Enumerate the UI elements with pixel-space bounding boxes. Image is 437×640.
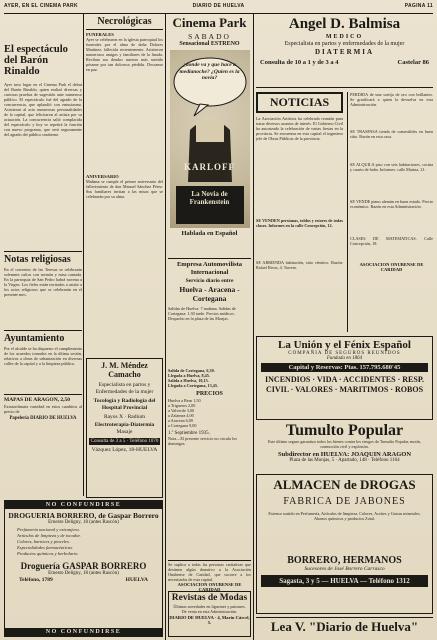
empresa-prices (168, 398, 251, 428)
angel-title: MEDICO (325, 34, 364, 40)
noticias-column (256, 92, 343, 332)
article-body-baron: Ayer tuvo lugar en el Cinema Park el debut del Barón Rinaldo, quien realizó diversas y curiosas pruebas de sugestión ante numeroso público. El espectáculo fué del agrado de la concurrencia, que aplaudió con entusiasmo. Asistieron al acto numerosas personalidades de la capital, que felicitaron al artista por su actuación. La concurrencia salió complacida del espectáculo y hoy se repetirá la función con nuevo programa, que será seguramente del agrado del público onubense. (4, 82, 82, 137)
caridad-title: ASOCIACION ONUBENSE DE CARIDAD (177, 582, 242, 592)
almacen-body: Extenso surtido en Perfumería, Artículos de limpieza, Colores, Aceites y Grasas minerales, Abonos químicos y productos Zotal. (268, 511, 421, 521)
drogueria-item: Artículos de limpieza y de tocador. (17, 533, 81, 538)
section-title-necrologicas: Necrológicas (86, 16, 163, 30)
price-row: Huelva a Beas 1,50 (168, 398, 201, 403)
tumulto-title: Tumulto Popular (285, 422, 404, 439)
union-ramos: INCENDIOS · VIDA · ACCIDENTES · RESP. CIVIL · VALORES · MARITIMOS · ROBOS (265, 375, 424, 394)
mapas-body: Extraordinaria variedad en estos cuadritos al precio de (4, 404, 82, 414)
drogueria-item: Productos químicos y herbolario. (17, 551, 79, 556)
drogueria-bottom-banner: NO CONFUNDIRSE (5, 628, 162, 636)
mendez-toco: Tocología y Radiología del Hospital Provincial (93, 398, 156, 411)
drogueria-tel: Teléfono, 1789 (19, 577, 53, 583)
price-row: a Cortegana 9,00 (168, 423, 197, 428)
revistas-body: Últimas novedades en figurines y patrones. De venta en esta Administración. (173, 604, 246, 614)
mendez-electro: Electroterapia-Diatermia (94, 422, 155, 428)
ad-tumulto-popular (256, 422, 433, 470)
header-center: DIARIO DE HUELVA (192, 3, 245, 9)
caridad-notice (168, 560, 251, 592)
mapas-footer: Papelería DIARIO DE HUELVA (9, 416, 77, 421)
classified-alquila: SE ALQUILA piso con seis habitaciones, cocina y cuarto de baño. Informes: calle Marina, 21. (350, 162, 433, 172)
classifieds-column (347, 92, 433, 332)
angel-consulta: Consulta de 10 a 1 y de 3 a 4 (260, 59, 339, 66)
empresa-footer2: Nota—El presente servicio no circula los domingos. (168, 436, 237, 446)
ad-union-fenix (256, 336, 433, 420)
almacen-sub: FABRICA DE JABONES (283, 496, 406, 507)
union-capital: Capital y Reservas: Ptas. 157.795.680'45 (261, 363, 428, 372)
classified-traspasa: SE TRASPASA tienda de comestibles en buen sitio. Razón en esta casa. (350, 129, 433, 139)
header-rule (4, 13, 433, 14)
section-title-notas: Notas religiosas (4, 251, 82, 265)
angel-diatermia: DIATERMIA (314, 48, 375, 56)
empresa-schedule (168, 368, 251, 388)
drogueria-city: HUELVA (125, 577, 148, 583)
drogueria-footer-addr: Ernesto Deligny, 18 (antes Rascón) (48, 571, 119, 576)
empresa-title: Empresa Automovilista Internacional (176, 261, 243, 276)
column-2 (86, 16, 163, 356)
classified-clases: CLASES DE MATEMATICAS. Calle Concepción, 18. (350, 236, 433, 246)
aniversario-body: Mañana se cumple el primer aniversario del fallecimiento de don Manuel Sánchez Pérez. Sus familiares invitan a las misas que se celebrarán por su alma. (86, 179, 163, 199)
aniversario-label: ANIVERSARIO (86, 174, 119, 179)
ad-mendez-camacho (86, 358, 163, 498)
revistas-footer: DIARIO DE HUELVA · 4, Marín Cárcel, 5. (169, 615, 250, 625)
column-divider-3 (253, 14, 254, 640)
angel-name: Angel D. Balmisa (288, 16, 401, 32)
drogueria-items (5, 525, 162, 559)
revistas-title: Revistas de Modas (171, 593, 248, 603)
ad-empresa-automovilista (168, 258, 251, 558)
almacen-suc: Sucesores de José Borrero Carrasco (304, 566, 385, 572)
union-title: La Unión y el Fénix Español (278, 339, 411, 351)
angel-desc: Especialista en partos y enfermedades de la mujer (284, 41, 405, 47)
cinema-day: SABADO (188, 32, 231, 41)
caridad-body: Se suplica a todas las personas caritativas que destinen algún donativo a la Asociación Onubense de Caridad, que socorre a los necesitados de esta capital. (168, 562, 251, 582)
classified-vende: SE VENDE piano alemán en buen estado. Precio económico. Razón en esta Administración. (350, 199, 433, 209)
ad-revistas-modas (168, 591, 251, 637)
almacen-addr: Sagasta, 3 y 5 — HUELVA — Teléfono 1312 (261, 575, 428, 587)
union-sub: COMPAÑIA DE SEGUROS REUNIDOS (288, 351, 401, 356)
drogueria-item: Especialidades farmacéuticas. (17, 545, 74, 550)
mendez-sub: Especialista en partos y Enfermedades de la mujer (95, 382, 154, 395)
ayuntamiento-body: Por el alcalde se ha dispuesto el cumplimiento de los acuerdos tomados en la última sesión, relativos a obras de urbanización en diversas calles de la capital y a la limpieza pública. (4, 346, 82, 366)
column-divider-1 (83, 14, 84, 496)
tumulto-body: Este último seguro garantiza todos los bienes contra los riesgos de Tumulto Popular, motín, conmoción civil y explosión. (267, 439, 421, 449)
necrologicas-body: Ayer se celebraron en la iglesia parroquial los funerales por el alma de doña Dolores Martínez, fallecida recientemente. Asistieron numerosos amigos y familiares de la finada. Reciban sus deudos nuestro más sentido pésame por tan dolorosa pérdida. Descanse en paz. (86, 37, 163, 72)
tumulto-sub: Subdirector en HUELVA: JOAQUIN ARAGON (277, 451, 412, 458)
classified-perdida: PERDIDA de una sortija de oro con brillantes. Se gratificará a quien la devuelva en esta Administración. (350, 92, 433, 107)
cinema-illustration (170, 50, 250, 228)
cinema-subtitle: Sensacional ESTRENO (179, 41, 240, 47)
cinema-hablada: Hablada en Español (181, 230, 238, 237)
mendez-name: J. M. Méndez Camacho (101, 361, 148, 379)
price-row: a Aracena 6,00 (168, 418, 193, 423)
ad-cinema-park (168, 16, 251, 254)
cinema-bubble: ¿donde va y que hace a medianoche? ¿Quien es la novia? (179, 62, 240, 81)
mendez-consulta: Consulta de 3 a 5 · Teléfono 1070 (90, 439, 159, 444)
mendez-rayos: Rayos X · Radium (103, 414, 146, 420)
schedule-row: Salida de Cortegana, 6,30. (168, 368, 215, 373)
header-left: AYER, EN EL CINEMA PARK (4, 3, 78, 9)
drogueria-name: DROGUERIA BORRERO, de Gaspar Borrero (8, 511, 159, 520)
schedule-row: Salida a Huelva, 10,15. (168, 378, 209, 383)
noticias-vende: SE VENDEN persianas, toldos y estores de todas clases. Informes en la calle Concepción, 12. (256, 218, 343, 228)
lea-text: Lea V. "Diario de Huelva" (270, 619, 419, 634)
column-divider-2 (165, 14, 166, 640)
almacen-title: ALMACEN de DROGAS (273, 477, 416, 492)
header-right: PAGINA 11 (404, 3, 433, 9)
notas-body: En el convento de las Teresas se celebrarán solemnes cultos con sermón y misa cantada. En la parroquia de San Pedro habrá novena a la Virgen. Los fieles están invitados a asistir a los actos religiosos que se celebrarán en el presente mes. (4, 267, 82, 297)
classified-asociacion: ASOCIACION ONUBENSE DE CARIDAD (359, 262, 424, 272)
empresa-footer: 1.º Septiembre 1935. (168, 431, 210, 436)
column-1 (4, 44, 82, 496)
cinema-actor: KARLOFF (184, 162, 235, 172)
ad-angel-balmisa (256, 16, 433, 88)
page-header (4, 3, 433, 13)
empresa-route: Huelva - Aracena - Cortegana (179, 285, 240, 303)
noticias-title: NOTICIAS (256, 92, 343, 113)
drogueria-item: Colores, barnices y pinceles. (17, 539, 71, 544)
cinema-film: La Novia de Frankenstein (189, 190, 230, 206)
funerales-label: FUNERALES (86, 32, 114, 37)
angel-address: Castelar 86 (397, 59, 429, 66)
cinema-title: Cinema Park (172, 15, 247, 30)
noticias-arrienda: SE ARRIENDA habitación, sitio céntrico. Razón: Rafael Rivas, 4. Torrero. (256, 260, 343, 270)
mendez-address: Vázquez López, 18-HUELVA (91, 447, 158, 453)
empresa-sub: Servicio diario entre (185, 278, 234, 284)
schedule-row: Llegada a Huelva, 8,45. (168, 373, 210, 378)
tumulto-addr: Plaza de las Monjas, 5 · Apartado, 148 · Teléfono 1164 (289, 458, 400, 463)
mendez-masaje: Masaje (116, 429, 133, 435)
drogueria-footer-name: Droguería GASPAR BORRERO (20, 561, 147, 571)
section-title-ayuntamiento: Ayuntamiento (4, 330, 82, 344)
noticias-body: La Asociación Artística ha celebrado reunión para tratar diversos asuntos de interés. El Gobierno Civil ha autorizado la celebración de varias fiestas en la provincia. Se encuentra en esta capital el ingeniero jefe de Obras Públicas de la provincia. (256, 116, 343, 141)
price-row: a Trigueros 2,00 (168, 403, 196, 408)
ad-almacen-drogas (256, 474, 433, 614)
article-title-baron: El espectáculo del Barón Rinaldo (4, 44, 68, 77)
union-fundada: Fundada en 1864 (326, 356, 363, 361)
ad-lea-diario (256, 617, 433, 639)
price-row: a Valverde 3,00 (168, 408, 195, 413)
empresa-body: Salidas de Huelva: 7 mañana. Salidas de Cortegana: 1,30 tarde. Precios módicos. Despacho en la plaza de las Monjas. (168, 306, 236, 321)
drogueria-item: Perfumería nacional y extranjera. (17, 527, 80, 532)
empresa-precios-label: PRECIOS (196, 391, 223, 397)
schedule-row: Llegada a Cortegana, 13,45. (168, 383, 219, 388)
almacen-borrero: BORRERO, HERMANOS (287, 555, 402, 566)
ad-drogueria-borrero (4, 500, 163, 637)
price-row: a Zalamea 4,00 (168, 413, 194, 418)
drogueria-top-banner: NO CONFUNDIRSE (5, 501, 162, 509)
drogueria-owner: Ernesto Deligny, 18 (antes Rascón) (48, 520, 119, 525)
mapas-title: MAPAS DE ARAGON, 2,50 (4, 394, 82, 403)
